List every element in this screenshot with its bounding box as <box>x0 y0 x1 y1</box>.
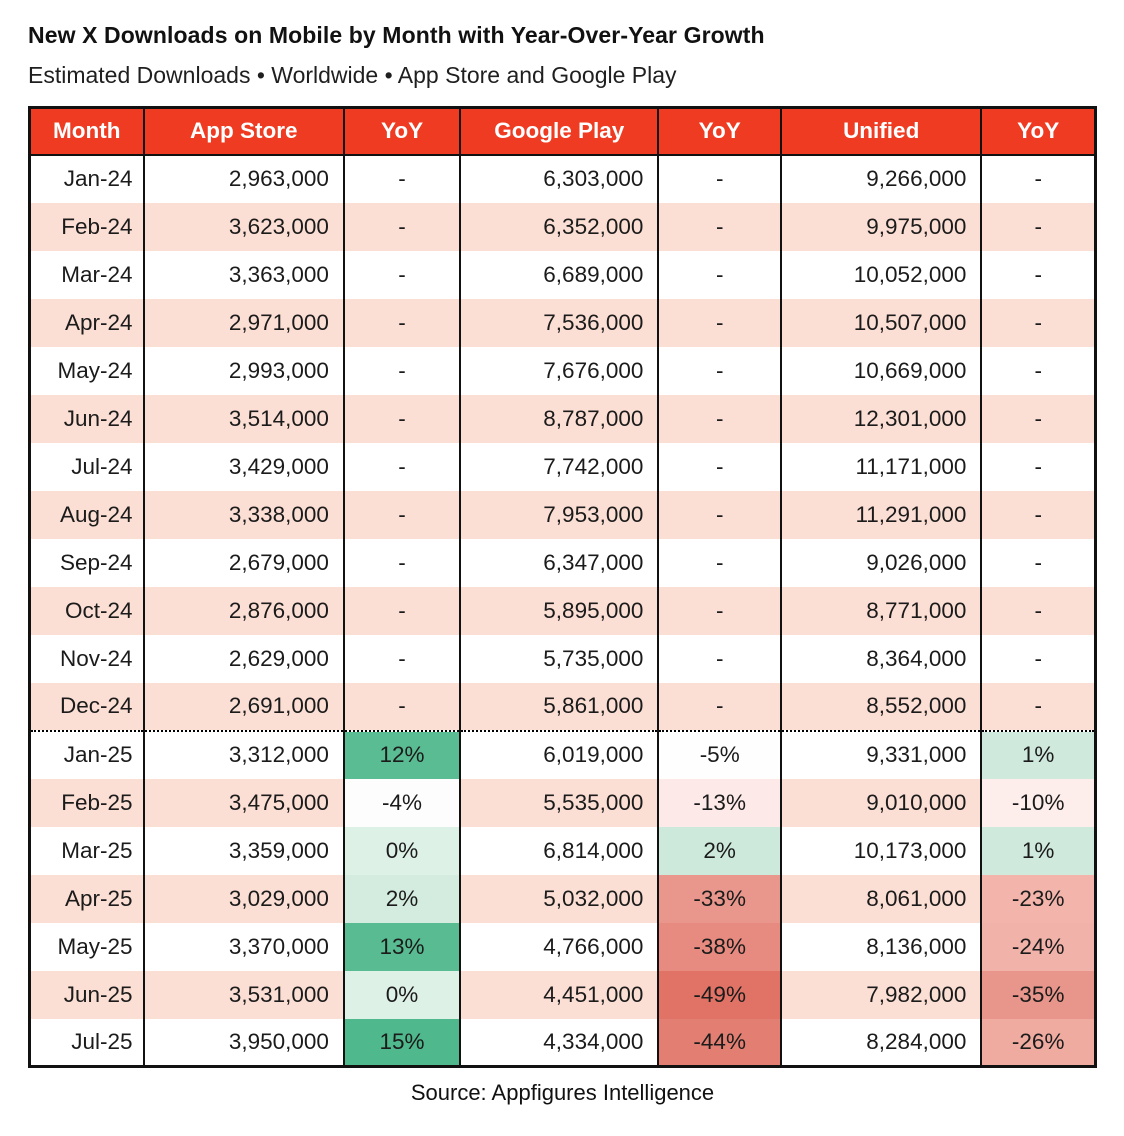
table-row <box>30 587 1096 635</box>
table-row <box>30 635 1096 683</box>
column-header-google-play: Google Play <box>460 108 658 155</box>
google-play-value-cell: 6,814,000 <box>460 827 658 875</box>
unified-yoy-cell: -35% <box>981 971 1095 1019</box>
google-play-yoy-cell: -49% <box>658 971 781 1019</box>
app-store-yoy-cell: 0% <box>344 971 460 1019</box>
unified-value-cell: 10,669,000 <box>781 347 981 395</box>
google-play-value-cell: 6,303,000 <box>460 155 658 203</box>
month-cell: Jan-24 <box>30 155 144 203</box>
google-play-yoy-cell: - <box>658 443 781 491</box>
table-row <box>30 155 1096 203</box>
table-row <box>30 299 1096 347</box>
month-cell: Apr-24 <box>30 299 144 347</box>
month-cell: Apr-25 <box>30 875 144 923</box>
month-cell: Oct-24 <box>30 587 144 635</box>
unified-value-cell: 9,026,000 <box>781 539 981 587</box>
month-cell: May-24 <box>30 347 144 395</box>
month-cell: May-25 <box>30 923 144 971</box>
table-row <box>30 731 1096 779</box>
unified-value-cell: 9,010,000 <box>781 779 981 827</box>
table-row <box>30 971 1096 1019</box>
downloads-table <box>28 106 1097 1068</box>
app-store-value-cell: 3,514,000 <box>144 395 344 443</box>
unified-value-cell: 9,975,000 <box>781 203 981 251</box>
unified-yoy-cell: - <box>981 251 1095 299</box>
google-play-yoy-cell: - <box>658 203 781 251</box>
month-cell: Nov-24 <box>30 635 144 683</box>
unified-value-cell: 11,171,000 <box>781 443 981 491</box>
table-row <box>30 923 1096 971</box>
table-body <box>30 155 1096 1067</box>
google-play-yoy-cell: - <box>658 587 781 635</box>
google-play-yoy-cell: - <box>658 347 781 395</box>
google-play-value-cell: 7,953,000 <box>460 491 658 539</box>
unified-value-cell: 9,331,000 <box>781 731 981 779</box>
unified-yoy-cell: - <box>981 443 1095 491</box>
google-play-yoy-cell: - <box>658 395 781 443</box>
app-store-yoy-cell: - <box>344 443 460 491</box>
month-cell: Jul-24 <box>30 443 144 491</box>
app-store-yoy-cell: - <box>344 347 460 395</box>
unified-value-cell: 10,052,000 <box>781 251 981 299</box>
unified-yoy-cell: - <box>981 491 1095 539</box>
month-cell: Mar-24 <box>30 251 144 299</box>
table-row <box>30 1019 1096 1067</box>
app-store-yoy-cell: 13% <box>344 923 460 971</box>
app-store-value-cell: 2,679,000 <box>144 539 344 587</box>
table-row <box>30 875 1096 923</box>
unified-yoy-cell: - <box>981 635 1095 683</box>
unified-yoy-cell: 1% <box>981 827 1095 875</box>
unified-yoy-cell: -23% <box>981 875 1095 923</box>
column-header-app-store: App Store <box>144 108 344 155</box>
unified-yoy-cell: -10% <box>981 779 1095 827</box>
google-play-yoy-cell: - <box>658 299 781 347</box>
column-header-yoy-gp: YoY <box>658 108 781 155</box>
app-store-yoy-cell: - <box>344 587 460 635</box>
month-cell: Jun-25 <box>30 971 144 1019</box>
table-row <box>30 395 1096 443</box>
google-play-yoy-cell: -5% <box>658 731 781 779</box>
app-store-value-cell: 3,029,000 <box>144 875 344 923</box>
google-play-value-cell: 7,536,000 <box>460 299 658 347</box>
unified-value-cell: 8,364,000 <box>781 635 981 683</box>
app-store-yoy-cell: - <box>344 251 460 299</box>
app-store-value-cell: 2,971,000 <box>144 299 344 347</box>
app-store-value-cell: 2,691,000 <box>144 683 344 731</box>
google-play-value-cell: 4,766,000 <box>460 923 658 971</box>
google-play-value-cell: 7,676,000 <box>460 347 658 395</box>
google-play-yoy-cell: - <box>658 251 781 299</box>
column-header-yoy-unified: YoY <box>981 108 1095 155</box>
app-store-yoy-cell: 15% <box>344 1019 460 1067</box>
table-header <box>30 108 1096 155</box>
month-cell: Jul-25 <box>30 1019 144 1067</box>
google-play-value-cell: 6,019,000 <box>460 731 658 779</box>
app-store-value-cell: 3,623,000 <box>144 203 344 251</box>
app-store-value-cell: 3,370,000 <box>144 923 344 971</box>
google-play-yoy-cell: -33% <box>658 875 781 923</box>
table-row <box>30 443 1096 491</box>
table-header-row <box>30 108 1096 155</box>
google-play-value-cell: 5,032,000 <box>460 875 658 923</box>
google-play-value-cell: 5,861,000 <box>460 683 658 731</box>
app-store-value-cell: 3,312,000 <box>144 731 344 779</box>
google-play-yoy-cell: -38% <box>658 923 781 971</box>
app-store-yoy-cell: - <box>344 683 460 731</box>
month-cell: Feb-25 <box>30 779 144 827</box>
column-header-yoy-app: YoY <box>344 108 460 155</box>
app-store-yoy-cell: - <box>344 395 460 443</box>
month-cell: Dec-24 <box>30 683 144 731</box>
month-cell: Jun-24 <box>30 395 144 443</box>
month-cell: Aug-24 <box>30 491 144 539</box>
unified-value-cell: 9,266,000 <box>781 155 981 203</box>
column-header-unified: Unified <box>781 108 981 155</box>
google-play-value-cell: 4,334,000 <box>460 1019 658 1067</box>
unified-value-cell: 8,284,000 <box>781 1019 981 1067</box>
table-row <box>30 491 1096 539</box>
google-play-value-cell: 8,787,000 <box>460 395 658 443</box>
unified-yoy-cell: - <box>981 683 1095 731</box>
google-play-yoy-cell: 2% <box>658 827 781 875</box>
column-header-month: Month <box>30 108 144 155</box>
unified-yoy-cell: - <box>981 395 1095 443</box>
table-row <box>30 827 1096 875</box>
unified-value-cell: 8,771,000 <box>781 587 981 635</box>
app-store-yoy-cell: 0% <box>344 827 460 875</box>
unified-yoy-cell: - <box>981 539 1095 587</box>
google-play-yoy-cell: - <box>658 539 781 587</box>
app-store-yoy-cell: - <box>344 203 460 251</box>
month-cell: Feb-24 <box>30 203 144 251</box>
unified-value-cell: 10,173,000 <box>781 827 981 875</box>
google-play-yoy-cell: -13% <box>658 779 781 827</box>
app-store-value-cell: 3,359,000 <box>144 827 344 875</box>
google-play-value-cell: 7,742,000 <box>460 443 658 491</box>
table-row <box>30 539 1096 587</box>
month-cell: Jan-25 <box>30 731 144 779</box>
app-store-value-cell: 2,963,000 <box>144 155 344 203</box>
google-play-yoy-cell: - <box>658 635 781 683</box>
app-store-value-cell: 2,993,000 <box>144 347 344 395</box>
app-store-value-cell: 3,429,000 <box>144 443 344 491</box>
app-store-value-cell: 3,950,000 <box>144 1019 344 1067</box>
google-play-value-cell: 5,735,000 <box>460 635 658 683</box>
app-store-yoy-cell: - <box>344 491 460 539</box>
page-title: New X Downloads on Mobile by Month with Year-Over-Year Growth <box>28 22 765 48</box>
unified-value-cell: 10,507,000 <box>781 299 981 347</box>
unified-value-cell: 11,291,000 <box>781 491 981 539</box>
google-play-value-cell: 6,352,000 <box>460 203 658 251</box>
google-play-yoy-cell: - <box>658 491 781 539</box>
app-store-value-cell: 3,363,000 <box>144 251 344 299</box>
unified-value-cell: 8,136,000 <box>781 923 981 971</box>
unified-yoy-cell: 1% <box>981 731 1095 779</box>
month-cell: Sep-24 <box>30 539 144 587</box>
google-play-yoy-cell: - <box>658 683 781 731</box>
google-play-value-cell: 6,689,000 <box>460 251 658 299</box>
table-row <box>30 347 1096 395</box>
table-row <box>30 251 1096 299</box>
month-cell: Mar-25 <box>30 827 144 875</box>
app-store-yoy-cell: 2% <box>344 875 460 923</box>
google-play-yoy-cell: - <box>658 155 781 203</box>
unified-yoy-cell: -24% <box>981 923 1095 971</box>
unified-value-cell: 12,301,000 <box>781 395 981 443</box>
google-play-value-cell: 5,895,000 <box>460 587 658 635</box>
google-play-value-cell: 6,347,000 <box>460 539 658 587</box>
unified-yoy-cell: - <box>981 155 1095 203</box>
app-store-yoy-cell: - <box>344 299 460 347</box>
unified-yoy-cell: - <box>981 347 1095 395</box>
app-store-value-cell: 3,531,000 <box>144 971 344 1019</box>
unified-value-cell: 8,061,000 <box>781 875 981 923</box>
unified-yoy-cell: - <box>981 203 1095 251</box>
app-store-yoy-cell: - <box>344 155 460 203</box>
app-store-value-cell: 3,338,000 <box>144 491 344 539</box>
app-store-value-cell: 3,475,000 <box>144 779 344 827</box>
unified-value-cell: 8,552,000 <box>781 683 981 731</box>
app-store-value-cell: 2,629,000 <box>144 635 344 683</box>
page-subtitle: Estimated Downloads • Worldwide • App Store and Google Play <box>28 62 677 88</box>
google-play-yoy-cell: -44% <box>658 1019 781 1067</box>
app-store-value-cell: 2,876,000 <box>144 587 344 635</box>
app-store-yoy-cell: 12% <box>344 731 460 779</box>
app-store-yoy-cell: - <box>344 635 460 683</box>
table-row <box>30 683 1096 731</box>
app-store-yoy-cell: -4% <box>344 779 460 827</box>
table-row <box>30 203 1096 251</box>
unified-yoy-cell: -26% <box>981 1019 1095 1067</box>
unified-yoy-cell: - <box>981 299 1095 347</box>
table-row <box>30 779 1096 827</box>
unified-value-cell: 7,982,000 <box>781 971 981 1019</box>
google-play-value-cell: 4,451,000 <box>460 971 658 1019</box>
source-caption: Source: Appfigures Intelligence <box>410 1080 715 1105</box>
google-play-value-cell: 5,535,000 <box>460 779 658 827</box>
app-store-yoy-cell: - <box>344 539 460 587</box>
unified-yoy-cell: - <box>981 587 1095 635</box>
